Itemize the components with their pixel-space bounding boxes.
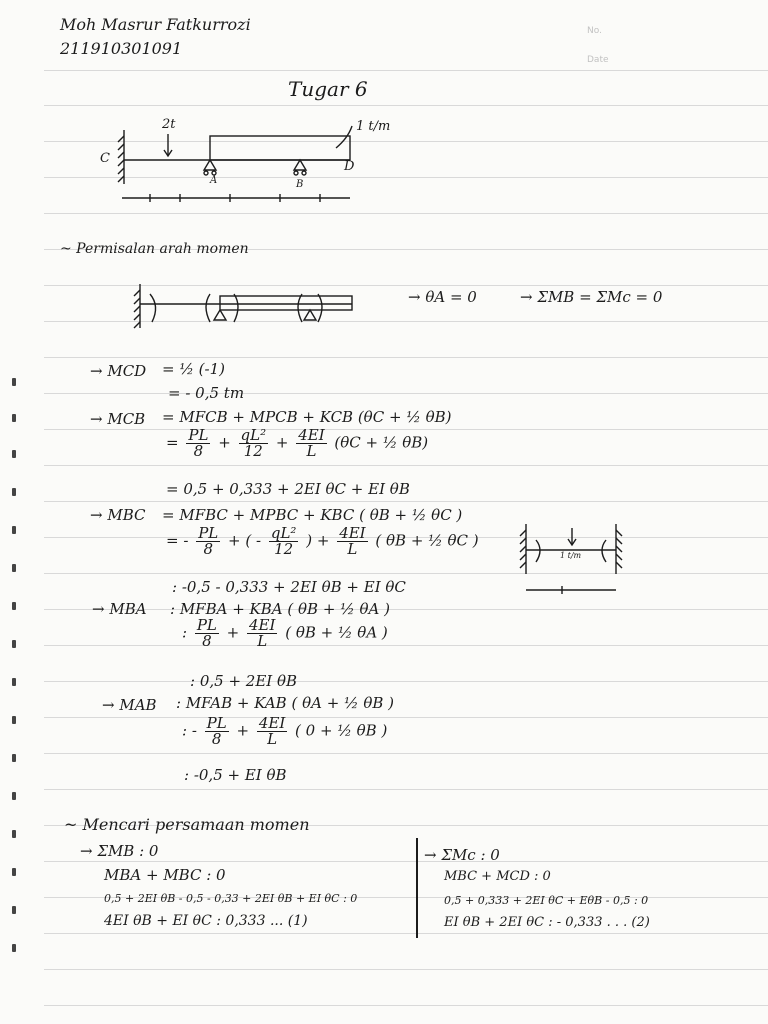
mbc-label: → MBC <box>90 506 146 524</box>
mbc-line-2 <box>166 526 479 557</box>
mcb-label: → MCB <box>90 410 146 428</box>
numerator: PL <box>198 524 219 542</box>
column-divider <box>416 838 418 938</box>
page-title: Tugar 6 <box>288 77 368 101</box>
rule-line <box>44 753 768 754</box>
mbc-line-2-middle-2: ) + <box>306 531 330 550</box>
mbc-line-2-middle: + ( - <box>228 531 262 550</box>
rule-line <box>44 213 768 214</box>
mcb-line-3: = 0,5 + 0,333 + 2EI θC + EI θB <box>166 480 410 498</box>
binder-mark <box>12 754 16 762</box>
numerator: qL² <box>270 524 297 542</box>
numerator: 4EI <box>339 524 366 542</box>
binder-mark <box>12 602 16 610</box>
numerator: 4EI <box>258 714 286 732</box>
mcb-line-2-suffix: (θC + ½ θB) <box>334 433 429 452</box>
rule-line <box>44 105 768 106</box>
mcb-line-2-prefix: = <box>166 433 179 452</box>
eq-right-line-4: EI θB + 2EI θC : - 0,333 . . . (2) <box>444 915 650 930</box>
mab-line-3: : -0,5 + EI θB <box>184 766 287 784</box>
mab-label: → MAB <box>102 696 157 714</box>
form-no-label: No. <box>587 26 602 36</box>
distributed-load-label: 1 t/m <box>356 119 391 134</box>
author-name: Moh Masrur Fatkurrozi <box>60 15 251 34</box>
rule-line <box>44 70 768 71</box>
support-c-label: C <box>100 151 110 166</box>
student-id: 211910301091 <box>60 39 183 58</box>
binder-mark <box>12 678 16 686</box>
theta-a-note: → θA = 0 <box>408 288 477 306</box>
binder-mark <box>12 488 16 496</box>
rule-line <box>44 645 768 646</box>
fraction <box>269 526 299 557</box>
binder-mark <box>12 906 16 914</box>
mab-line-2-suffix: ( 0 + ½ θB ) <box>295 721 388 740</box>
mbc-line-1: = MFBC + MPBC + KBC ( θB + ½ θC ) <box>162 506 463 524</box>
rule-line <box>44 1005 768 1006</box>
fraction <box>186 428 210 459</box>
rule-line <box>44 933 768 934</box>
eq-left-line-1: → ΣMB : 0 <box>80 842 159 860</box>
rule-line <box>44 501 768 502</box>
denominator: 8 <box>211 730 222 748</box>
denominator: L <box>257 632 268 650</box>
mcd-line-1: = ½ (-1) <box>162 360 225 378</box>
mba-line-3: : 0,5 + 2EI θB <box>190 672 298 690</box>
mab-line-2: : - $\frac{PL}{8}$ + $\frac{4EI}{L}$ ( 0 + ½ θB ) <box>182 714 388 748</box>
mcb-line-2: = $\frac{PL}{8}$ + $\frac{\text{qL²}}{12}$ + $\frac{4EI}{L}$ (θC + ½ θB) <box>166 426 429 460</box>
fraction <box>239 428 269 459</box>
fraction <box>195 618 219 649</box>
binder-mark <box>12 450 16 458</box>
rule-line <box>44 861 768 862</box>
denominator: L <box>267 730 278 748</box>
denominator: L <box>306 442 317 460</box>
mba-label: → MBA <box>92 600 147 618</box>
denominator: L <box>347 540 358 558</box>
fraction <box>257 716 287 747</box>
denominator: 12 <box>243 442 263 460</box>
denominator: 8 <box>202 632 212 650</box>
mba-line-1: : MFBA + KBA ( θB + ½ θA ) <box>170 600 390 618</box>
section-heading-moment-equations: ~ Mencari persamaan momen <box>64 815 310 834</box>
rule-line <box>44 357 768 358</box>
section-heading-moment-direction: ~ Permisalan arah momen <box>60 241 249 257</box>
fraction <box>205 716 229 747</box>
form-date-label: Date <box>587 55 609 65</box>
binder-mark <box>12 792 16 800</box>
support-b-label: B <box>296 179 304 190</box>
numerator: PL <box>206 714 227 732</box>
mcd-line-2: = - 0,5 tm <box>168 384 245 402</box>
numerator: PL <box>196 616 217 634</box>
binder-mark <box>12 868 16 876</box>
mbc-line-2-prefix: = - <box>166 531 189 550</box>
numerator: qL² <box>240 426 267 444</box>
binder-mark <box>12 716 16 724</box>
fixed-beam-sketch <box>516 520 626 600</box>
binder-mark <box>12 640 16 648</box>
numerator: 4EI <box>298 426 325 444</box>
rule-line <box>44 465 768 466</box>
eq-right-line-2: MBC + MCD : 0 <box>444 869 551 884</box>
eq-left-line-4: 4EI θB + EI θC : 0,333 ... (1) <box>104 913 308 929</box>
binder-mark <box>12 526 16 534</box>
fraction <box>247 618 277 649</box>
rule-line <box>44 393 768 394</box>
mbc-line-3: : -0,5 - 0,333 + 2EI θB + EI θC <box>172 578 406 596</box>
mcb-line-1: = MFCB + MPCB + KCB (θC + ½ θB) <box>162 408 452 426</box>
end-d-label: D <box>344 159 355 174</box>
eq-right-line-3: 0,5 + 0,333 + 2EI θC + EθB - 0,5 : 0 <box>444 894 649 907</box>
numerator: PL <box>188 426 209 444</box>
mcd-label: → MCD <box>90 362 147 380</box>
mab-line-2-prefix: : - <box>182 721 197 740</box>
fraction <box>337 526 367 557</box>
eq-right-line-1: → ΣMc : 0 <box>424 846 500 864</box>
point-load-label: 2t <box>162 117 176 132</box>
rule-line <box>44 681 768 682</box>
binder-mark <box>12 564 16 572</box>
rule-line <box>44 789 768 790</box>
denominator: 8 <box>193 442 204 460</box>
rule-line <box>44 969 768 970</box>
denominator: 12 <box>274 540 294 558</box>
fraction <box>296 428 326 459</box>
mba-line-2: : $\frac{PL}{8}$ + $\frac{4EI}{L}$ ( θB + ½ θA ) <box>182 616 388 650</box>
eq-left-line-3: 0,5 + 2EI θB - 0,5 - 0,33 + 2EI θB + EI θC : 0 <box>104 892 358 905</box>
binder-mark <box>12 378 16 386</box>
moment-sum-note: → ΣMB = ΣMc = 0 <box>520 288 663 306</box>
rule-line <box>44 573 768 574</box>
rule-line <box>44 717 768 718</box>
mab-line-1: : MFAB + KAB ( θA + ½ θB ) <box>176 694 395 712</box>
rule-line <box>44 609 768 610</box>
numerator: 4EI <box>249 616 276 634</box>
binder-mark <box>12 830 16 838</box>
mba-line-2-prefix: : <box>182 623 188 642</box>
fixed-beam-load-label: 1 t/m <box>560 551 582 560</box>
denominator: 8 <box>203 540 213 558</box>
binder-mark <box>12 414 16 422</box>
moment-direction-sketch <box>124 282 364 330</box>
mbc-line-2-suffix: ( θB + ½ θC ) <box>375 531 479 550</box>
support-a-label: A <box>210 175 218 186</box>
binder-mark <box>12 944 16 952</box>
mba-line-2-suffix: ( θB + ½ θA ) <box>285 623 388 642</box>
fraction <box>196 526 220 557</box>
eq-left-line-2: MBA + MBC : 0 <box>104 866 226 884</box>
